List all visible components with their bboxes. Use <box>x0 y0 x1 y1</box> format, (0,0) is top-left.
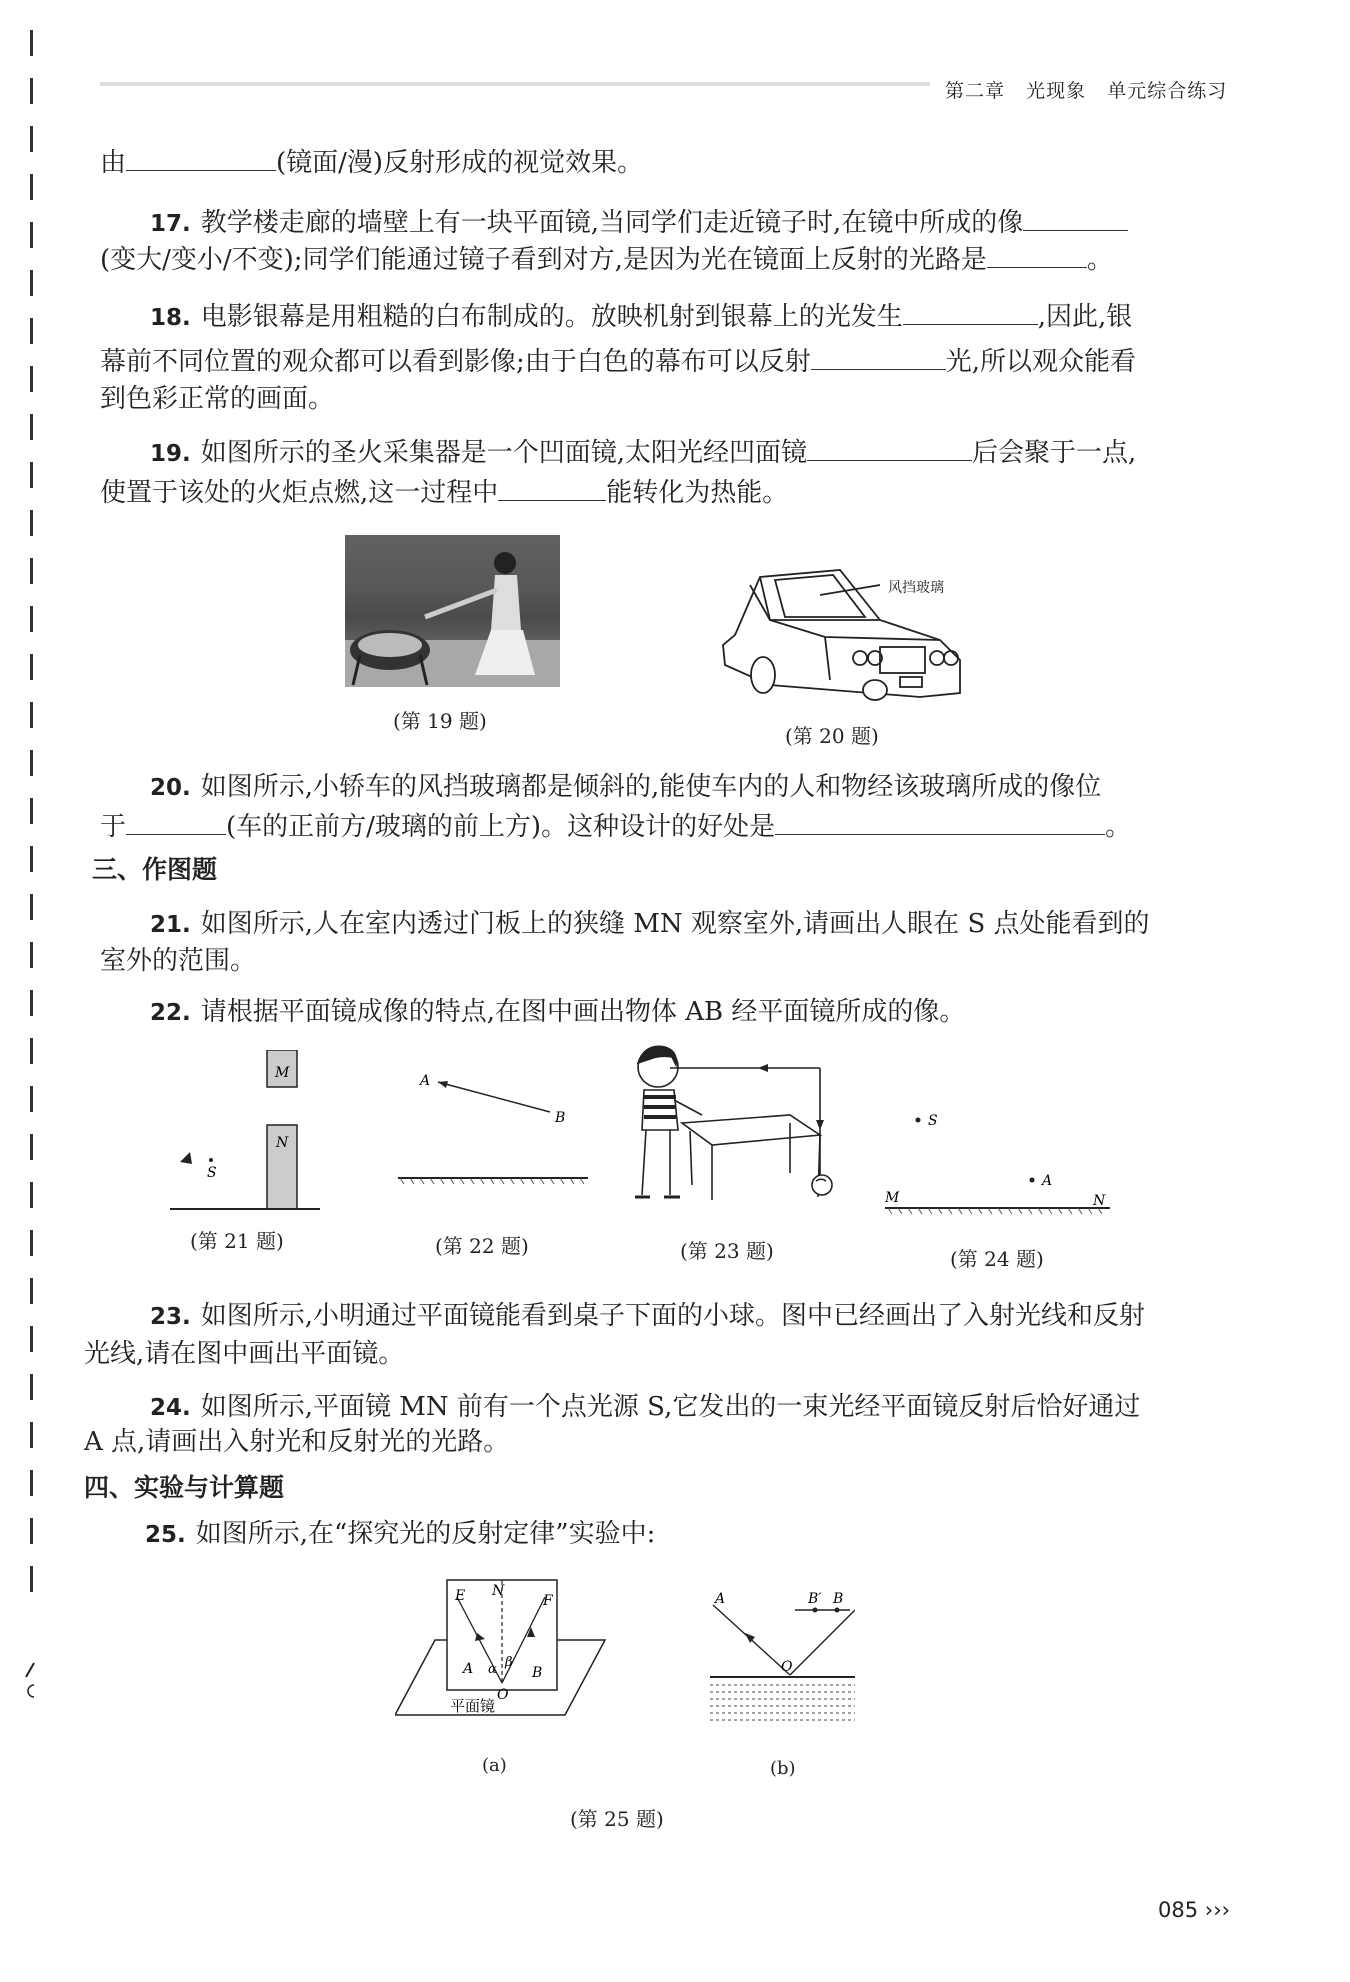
q24-text1: 如图所示,平面镜 MN 前有一个点光源 S,它发出的一束光经平面镜反射后恰好通过 <box>200 1392 1141 1422</box>
fig21-caption: (第 21 题) <box>190 1229 284 1253</box>
fig25a-label-f: F <box>543 1593 553 1609</box>
fig20-caption: (第 20 题) <box>785 724 879 748</box>
q24-text2: A 点,请画出入射光和反射光的光路。 <box>84 1427 510 1457</box>
page-number: 085 ››› <box>1158 1898 1230 1922</box>
q18-text2-end: 光,所以观众能看 <box>945 347 1137 377</box>
fig24-diagram <box>880 1090 1120 1220</box>
fig24-label-s: S <box>928 1113 938 1129</box>
q24-line2 <box>84 1423 509 1461</box>
q19-line1 <box>150 434 1136 473</box>
fig21-label-n: N <box>276 1135 289 1151</box>
fig25b-label-bprime: B′ <box>808 1591 822 1607</box>
running-header <box>945 76 1227 103</box>
q18-line3 <box>100 380 334 418</box>
eye-icon <box>180 1152 192 1164</box>
q20-line1 <box>150 768 1101 807</box>
fig19-caption: (第 19 题) <box>393 709 487 733</box>
fig22-caption: (第 22 题) <box>435 1234 529 1258</box>
q19-text1: 如图所示的圣火采集器是一个凹面镜,太阳光经凹面镜 <box>200 438 808 468</box>
q17-text1: 教学楼走廊的墙壁上有一块平面镜,当同学们走近镜子时,在镜中所成的像 <box>200 208 1024 238</box>
fig24-label-a: A <box>1042 1173 1053 1189</box>
q21-line2 <box>100 942 256 980</box>
q17-blank1[interactable] <box>1023 206 1128 231</box>
q23-text1: 如图所示,小明通过平面镜能看到桌子下面的小球。图中已经画出了入射光线和反射 <box>200 1301 1146 1331</box>
fig25b-sublabel: (b) <box>770 1758 796 1779</box>
q20-text2b: (车的正前方/玻璃的前上方)。这种设计的好处是 <box>226 812 776 842</box>
q19-line2 <box>100 474 788 512</box>
q20-blank1[interactable] <box>126 810 226 835</box>
q18-line1 <box>150 298 1132 337</box>
q21-line1 <box>150 905 1150 944</box>
q22-number: 22. <box>150 1000 191 1026</box>
fig20-windshield-label: 风挡玻璃 <box>888 580 944 596</box>
fig22-diagram <box>390 1060 600 1195</box>
q19-text2-end: 能转化为热能。 <box>606 478 789 508</box>
q19-blank1[interactable] <box>807 436 972 461</box>
fig25a-label-n: N <box>492 1583 505 1599</box>
header-chapter: 第二章 <box>945 80 1006 102</box>
section-experiment: 四、实验与计算题 <box>84 1473 285 1502</box>
q23-line2 <box>84 1335 404 1373</box>
q20-text2a: 于 <box>100 812 127 842</box>
q20-text1: 如图所示,小轿车的风挡玻璃都是倾斜的,能使车内的人和物经该玻璃所成的像位 <box>200 772 1102 802</box>
fig25a-label-e: E <box>455 1588 466 1604</box>
q17-line2 <box>100 241 1113 279</box>
section-drawing: 三、作图题 <box>92 855 218 884</box>
q18-text1-end: ,因此,银 <box>1037 302 1133 332</box>
q16-post: (镜面/漫)反射形成的视觉效果。 <box>276 148 644 178</box>
fig24-label-n: N <box>1093 1193 1106 1209</box>
fig25b-label-b: B <box>833 1591 844 1607</box>
fig21-label-m: M <box>275 1065 290 1081</box>
fig22-label-a: A <box>420 1073 431 1089</box>
q20-line2 <box>100 808 1131 846</box>
q20-number: 20. <box>150 775 191 801</box>
fig23-diagram <box>620 1035 835 1215</box>
fig25a-mirror-label: 平面镜 <box>450 1697 496 1715</box>
q21-number: 21. <box>150 912 191 938</box>
q20-blank2[interactable] <box>775 810 1105 835</box>
q18-blank1[interactable] <box>903 300 1038 325</box>
q18-blank2[interactable] <box>811 345 946 370</box>
header-section: 单元综合练习 <box>1107 80 1228 102</box>
binding-marks <box>28 30 36 1614</box>
q18-number: 18. <box>150 305 191 331</box>
q18-text3: 到色彩正常的画面。 <box>100 384 335 414</box>
q23-number: 23. <box>150 1304 191 1330</box>
fig22-label-b: B <box>555 1110 566 1126</box>
q25-number: 25. <box>145 1522 186 1548</box>
fig21-label-s: S <box>207 1165 217 1181</box>
fig25a-label-beta: β <box>505 1655 513 1670</box>
q18-text1: 电影银幕是用粗糙的白布制成的。放映机射到银幕上的光发生 <box>200 302 903 332</box>
q19-blank2[interactable] <box>498 476 606 501</box>
margin-mark <box>20 1655 40 1710</box>
q18-text2: 幕前不同位置的观众都可以看到影像;由于白色的幕布可以反射 <box>100 347 811 377</box>
q17-blank2[interactable] <box>987 243 1087 268</box>
q19-text2: 使置于该处的火炬点燃,这一过程中 <box>100 478 499 508</box>
fig25a-label-o: O <box>497 1687 509 1703</box>
header-topic: 光现象 <box>1026 80 1087 102</box>
q25-line1 <box>145 1515 655 1554</box>
q16-tail-line <box>100 144 643 182</box>
fig25-caption: (第 25 题) <box>570 1807 664 1831</box>
q17-text2-end: 。 <box>1086 245 1113 275</box>
q23-line1 <box>150 1297 1145 1336</box>
fig23-caption: (第 23 题) <box>680 1239 774 1263</box>
q22-line1 <box>150 993 965 1032</box>
fig25b-label-o: O <box>781 1659 793 1675</box>
fig25a-diagram <box>395 1575 610 1725</box>
header-rule <box>100 82 930 86</box>
fig21-diagram <box>165 1050 325 1215</box>
q24-line1 <box>150 1388 1140 1427</box>
q21-text1: 如图所示,人在室内透过门板上的狭缝 MN 观察室外,请画出人眼在 S 点处能看到的 <box>200 909 1150 939</box>
q23-text2: 光线,请在图中画出平面镜。 <box>84 1339 405 1369</box>
fig25a-label-alpha: α <box>488 1662 497 1677</box>
fig25b-label-a: A <box>715 1591 726 1607</box>
q17-number: 17. <box>150 211 191 237</box>
q20-text2-end: 。 <box>1105 812 1132 842</box>
fig25a-label-b: B <box>532 1665 543 1681</box>
fig25b-diagram <box>705 1585 855 1735</box>
q25-text1: 如图所示,在“探究光的反射定律”实验中: <box>195 1519 656 1549</box>
q16-pre: 由 <box>100 148 127 178</box>
q24-number: 24. <box>150 1395 191 1421</box>
fig25a-label-a: A <box>463 1661 474 1677</box>
q21-text2: 室外的范围。 <box>100 946 257 976</box>
fig19-photo <box>345 535 560 687</box>
q17-text2: (变大/变小/不变);同学们能通过镜子看到对方,是因为光在镜面上反射的光路是 <box>100 245 987 275</box>
q19-number: 19. <box>150 441 191 467</box>
q18-line2 <box>100 343 1136 381</box>
fig24-label-m: M <box>885 1190 900 1206</box>
q19-text1-end: 后会聚于一点, <box>972 438 1137 468</box>
q17-line1 <box>150 204 1128 243</box>
fig24-caption: (第 24 题) <box>950 1247 1044 1271</box>
fig25a-sublabel: (a) <box>482 1755 507 1776</box>
q22-text1: 请根据平面镜成像的特点,在图中画出物体 AB 经平面镜所成的像。 <box>200 997 966 1027</box>
q16-blank[interactable] <box>126 146 276 171</box>
